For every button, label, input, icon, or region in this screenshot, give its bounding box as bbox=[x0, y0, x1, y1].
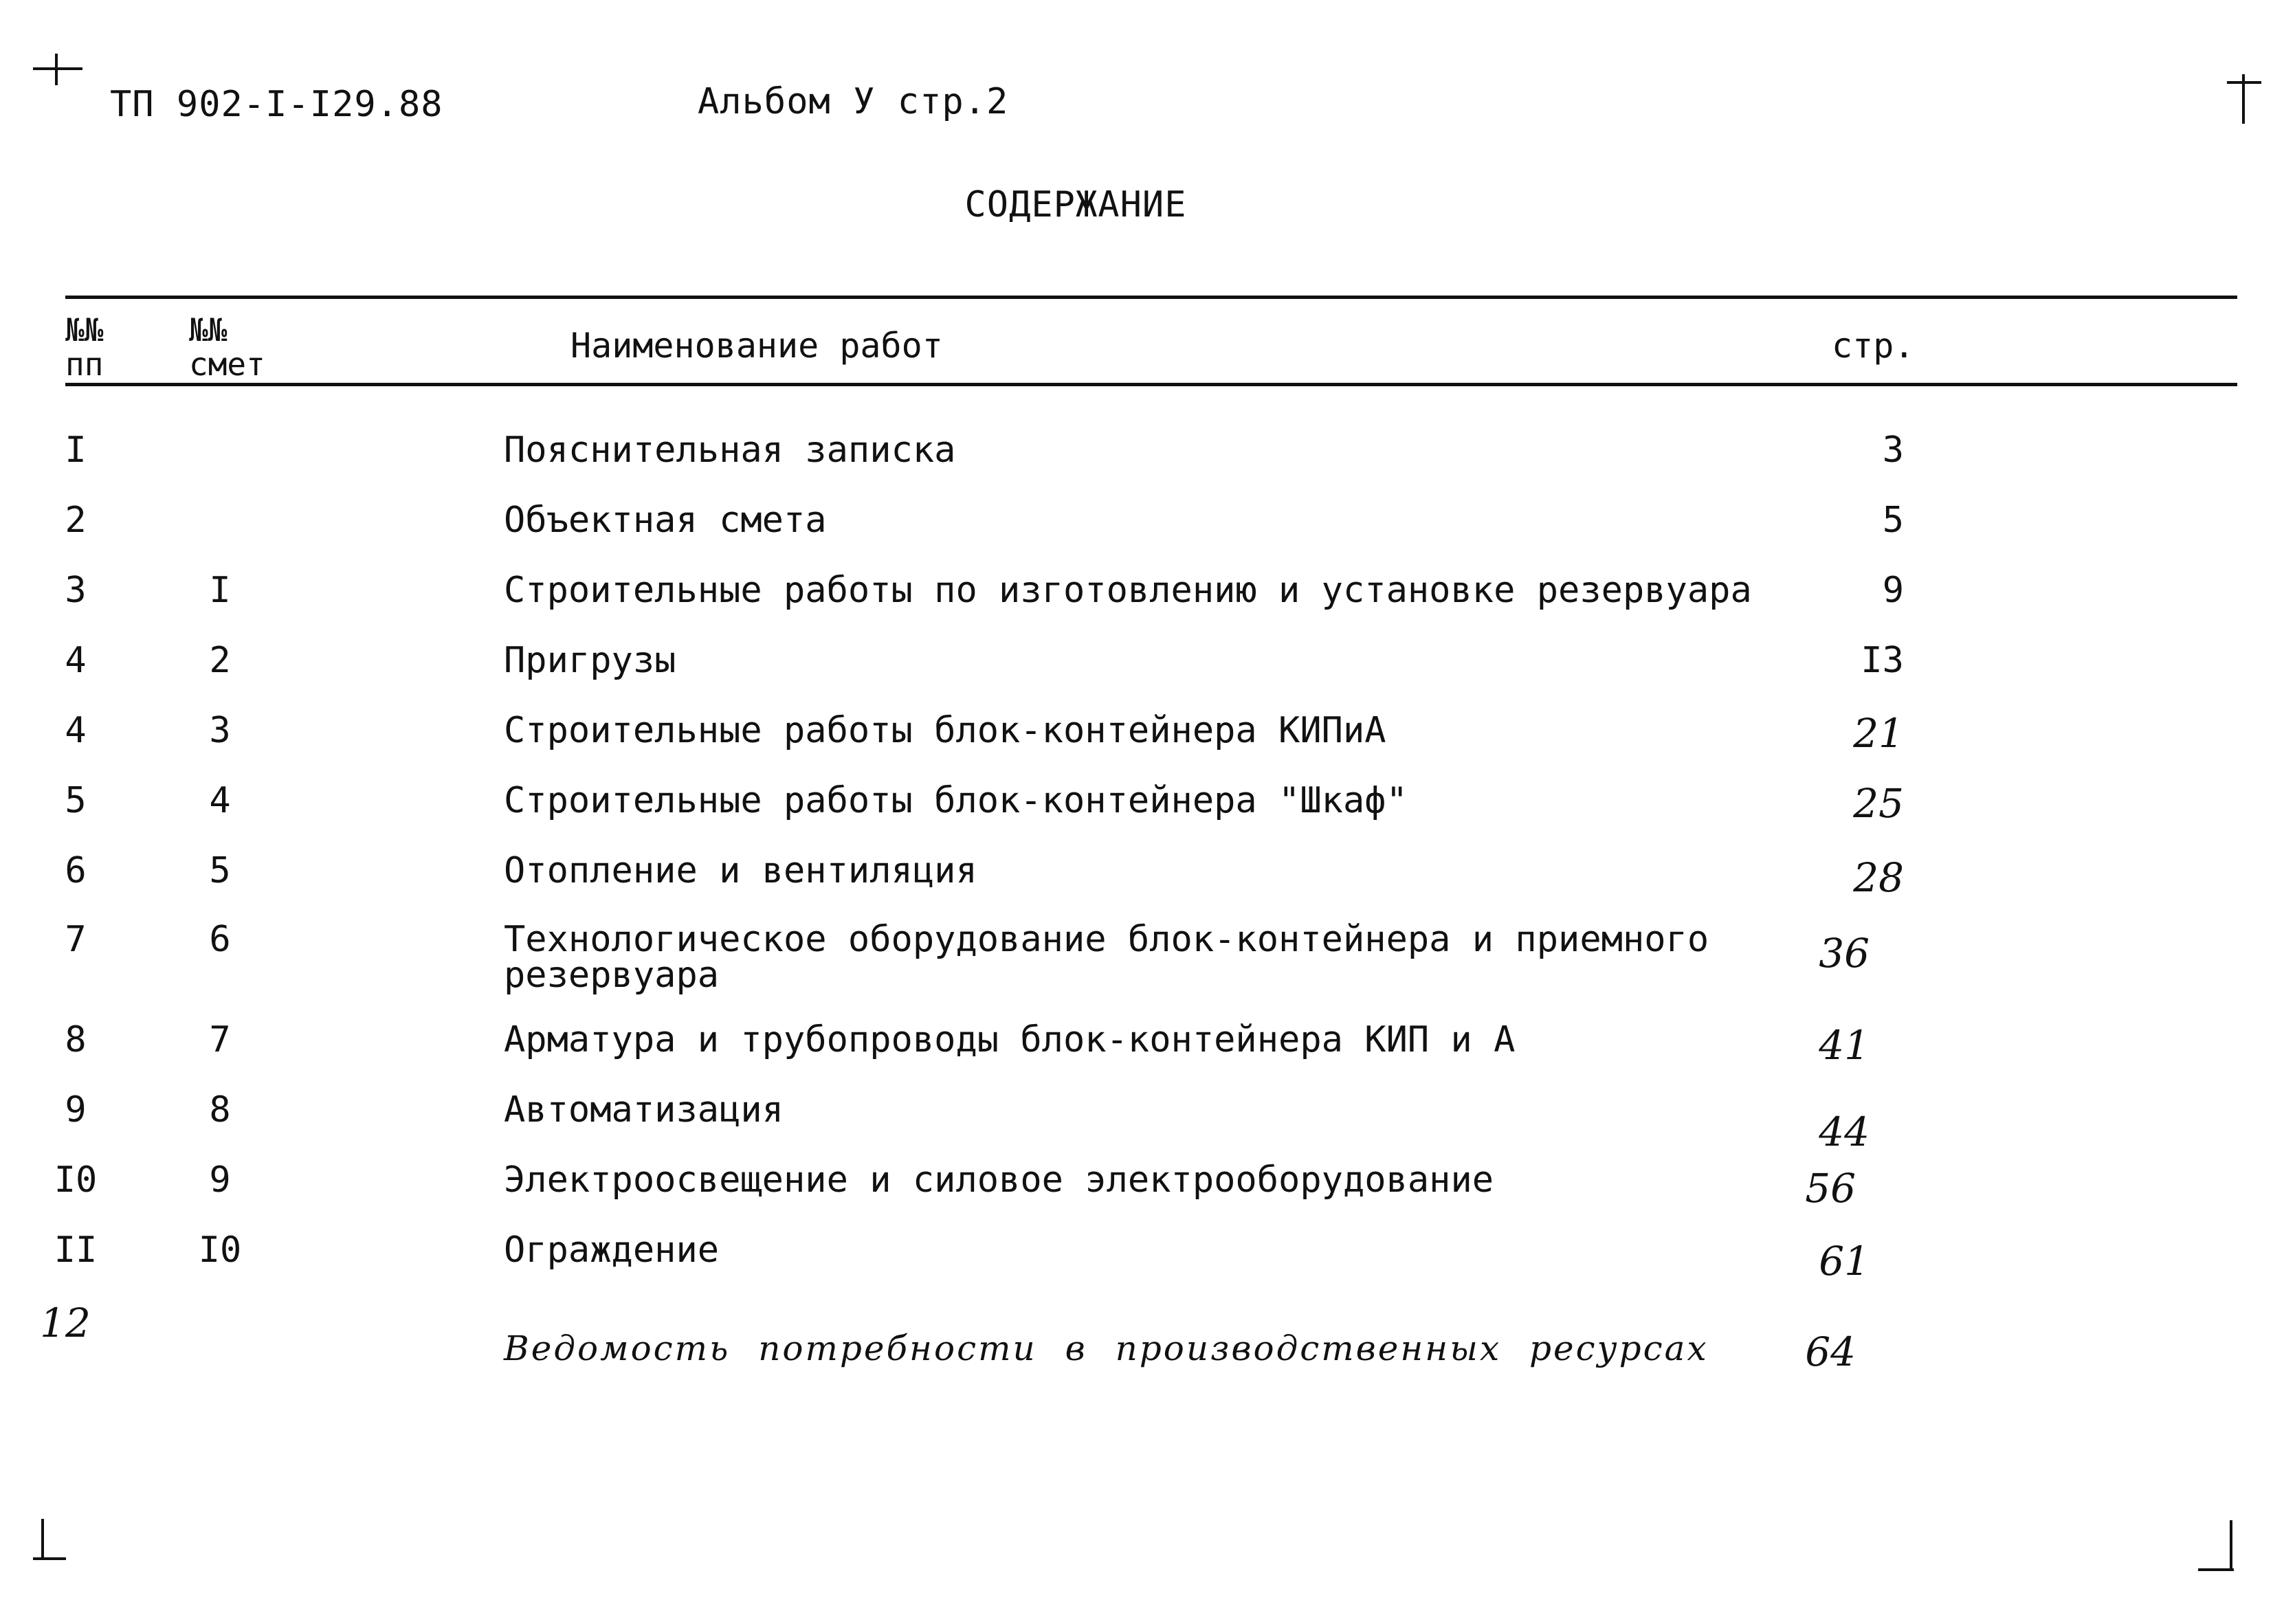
row-1-name: Пояснительная записка bbox=[504, 430, 956, 471]
row-4-page: I3 bbox=[1861, 640, 1904, 681]
row-2-name: Объектная смета bbox=[504, 500, 827, 541]
row-8-estimate: 6 bbox=[209, 919, 231, 960]
row-7-name: Отопление и вентиляция bbox=[504, 850, 977, 891]
row-8-number: 7 bbox=[65, 919, 87, 960]
column-header-estimate-number-line1: №№ bbox=[189, 311, 228, 348]
crop-mark-top-left bbox=[33, 67, 82, 70]
row-3-name: Строительные работы по изготовлению и установке резервуара bbox=[504, 570, 1752, 611]
row-6-number: 5 bbox=[65, 780, 87, 821]
row-11-estimate: 9 bbox=[209, 1159, 231, 1201]
row-9-page: 41 bbox=[1819, 1022, 1870, 1069]
row-11-page: 56 bbox=[1805, 1165, 1856, 1212]
row-4-estimate: 2 bbox=[209, 640, 231, 681]
column-header-item-number-line2: пп bbox=[65, 346, 104, 383]
row-10-name: Автоматизация bbox=[504, 1089, 784, 1131]
album-page-reference: Альбом У стр.2 bbox=[698, 81, 1009, 122]
crop-mark-bottom-right bbox=[2230, 1520, 2232, 1571]
row-3-number: 3 bbox=[65, 570, 87, 611]
row-2-page: 5 bbox=[1882, 500, 1904, 541]
row-12-number: II bbox=[54, 1230, 98, 1271]
table-top-rule bbox=[65, 296, 2237, 299]
row-7-number: 6 bbox=[65, 850, 87, 891]
crop-mark-bottom-left bbox=[33, 1557, 66, 1560]
row-1-number: I bbox=[65, 430, 87, 471]
row-12-page: 61 bbox=[1819, 1238, 1870, 1284]
row-2-number: 2 bbox=[65, 500, 87, 541]
row-13-number: 12 bbox=[40, 1300, 91, 1346]
row-3-estimate: I bbox=[209, 570, 231, 611]
column-header-work-name: Наименование работ bbox=[570, 326, 943, 366]
column-header-estimate-number-line2: смет bbox=[189, 346, 265, 383]
row-5-name: Строительные работы блок-контейнера КИПиА bbox=[504, 710, 1386, 751]
row-9-number: 8 bbox=[65, 1019, 87, 1060]
column-header-item-number bbox=[65, 313, 103, 381]
row-3-page: 9 bbox=[1882, 570, 1904, 611]
row-7-estimate: 5 bbox=[209, 850, 231, 891]
row-8-name: Технологическое оборудование блок-контейнера и приемного bbox=[504, 919, 1709, 960]
row-6-name: Строительные работы блок-контейнера "Шкаф" bbox=[504, 780, 1408, 821]
crop-mark-bottom-left bbox=[41, 1519, 44, 1559]
table-header-rule bbox=[65, 383, 2237, 386]
row-9-estimate: 7 bbox=[209, 1019, 231, 1060]
row-7-page: 28 bbox=[1853, 854, 1904, 901]
row-8-page: 36 bbox=[1819, 930, 1870, 977]
row-4-name: Пригрузы bbox=[504, 640, 676, 681]
row-11-name: Электроосвещение и силовое электрооборудование bbox=[504, 1159, 1494, 1201]
row-5-estimate: 3 bbox=[209, 710, 231, 751]
row-10-page: 44 bbox=[1819, 1109, 1870, 1155]
row-5-page: 21 bbox=[1853, 710, 1904, 757]
column-header-estimate-number bbox=[189, 313, 265, 381]
row-12-estimate: I0 bbox=[198, 1230, 242, 1271]
row-4-number: 4 bbox=[65, 640, 87, 681]
row-8-name-continuation: резервуара bbox=[504, 955, 720, 996]
row-13-name: Ведомость потребности в производственных ресурсах bbox=[504, 1328, 1709, 1368]
crop-mark-bottom-right bbox=[2198, 1568, 2234, 1571]
column-header-item-number-line1: №№ bbox=[65, 311, 104, 348]
row-6-estimate: 4 bbox=[209, 780, 231, 821]
row-6-page: 25 bbox=[1853, 780, 1904, 827]
crop-mark-top-right bbox=[2242, 74, 2245, 124]
column-header-page: стр. bbox=[1832, 326, 1915, 366]
row-11-number: I0 bbox=[54, 1159, 98, 1201]
row-10-estimate: 8 bbox=[209, 1089, 231, 1131]
page-title: СОДЕРЖАНИЕ bbox=[964, 184, 1187, 225]
crop-mark-top-left bbox=[55, 54, 58, 85]
row-10-number: 9 bbox=[65, 1089, 87, 1131]
row-1-page: 3 bbox=[1882, 430, 1904, 471]
row-5-number: 4 bbox=[65, 710, 87, 751]
row-12-name: Ограждение bbox=[504, 1230, 720, 1271]
row-9-name: Арматура и трубопроводы блок-контейнера КИП и А bbox=[504, 1019, 1516, 1060]
document-code: ТП 902-I-I29.88 bbox=[110, 84, 443, 125]
row-13-page: 64 bbox=[1805, 1328, 1856, 1375]
